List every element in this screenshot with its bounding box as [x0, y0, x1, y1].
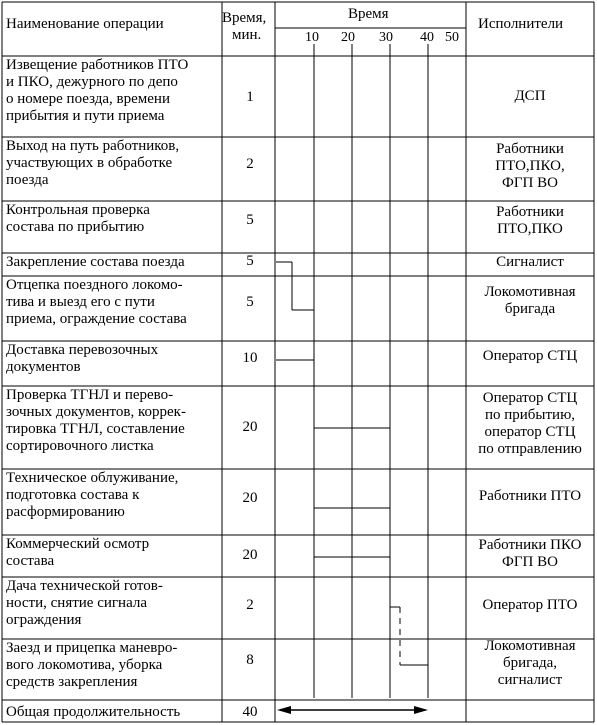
- executor-line: бригада,: [502, 655, 557, 671]
- executor-line: Работники: [496, 204, 564, 220]
- executor-line: ДСП: [514, 88, 546, 104]
- arrow-head-left: [277, 706, 291, 714]
- operation-name-line: Дача технической готов-: [6, 578, 163, 594]
- operation-name-line: состава: [6, 553, 55, 569]
- operation-name-line: Коммерческий осмотр: [6, 536, 150, 552]
- operation-name-line: Заезд и прицепка маневро-: [6, 640, 178, 656]
- operation-name-line: расформированию: [6, 504, 125, 520]
- operation-name-line: ности, снятие сигнала: [6, 595, 148, 611]
- operation-name-line: Контрольная проверка: [6, 202, 150, 218]
- executor-line: ПТО,ПКО,: [495, 158, 565, 174]
- operation-time: 5: [246, 253, 254, 269]
- operation-name-line: сортировочного листка: [6, 438, 154, 454]
- executor-line: Оператор СТЦ: [482, 348, 578, 364]
- operation-time: 10: [242, 350, 258, 366]
- operation-name-line: приема, ограждение состава: [6, 311, 187, 327]
- executor-line: Оператор СТЦ: [482, 390, 578, 406]
- operation-name-line: Доставка перевозочных: [6, 342, 159, 358]
- executor-line: бригада: [504, 301, 556, 317]
- operation-name-line: тировка ТГНЛ, составление: [6, 421, 185, 437]
- operation-name-line: средств закрепления: [6, 674, 138, 690]
- operation-name-line: ограждения: [6, 612, 82, 628]
- operation-time: 20: [242, 490, 258, 506]
- tick-label: 50: [445, 30, 459, 45]
- operation-name-line: зочных документов, коррек-: [6, 404, 186, 420]
- operation-name-line: тива и выезд его с пути: [6, 294, 155, 310]
- operation-name-line: подготовка состава к: [6, 487, 140, 503]
- operation-name-line: Извещение работников ПТО: [6, 57, 189, 73]
- tick-label: 30: [379, 30, 393, 45]
- operation-name-line: о номере поезда, времени: [6, 91, 170, 107]
- operation-name-line: и ПКО, дежурного по депо: [6, 74, 178, 90]
- executor-line: оператор СТЦ: [484, 424, 576, 440]
- operation-name-line: участвующих в обработке: [6, 155, 173, 171]
- executor-line: Сигналист: [496, 254, 564, 270]
- operation-time: 5: [246, 294, 254, 310]
- tick-label: 20: [341, 30, 355, 45]
- operation-time: 20: [242, 547, 258, 563]
- executor-line: Работники ПТО: [478, 488, 582, 504]
- operation-name-line: Отцепка поездного локомо-: [6, 277, 183, 293]
- operation-name-line: состава по прибытию: [6, 219, 145, 235]
- header-executors: Исполнители: [478, 16, 564, 32]
- operation-time: 2: [246, 597, 254, 613]
- operation-time: 5: [246, 212, 254, 228]
- operation-name-line: вого локомотива, уборка: [6, 657, 163, 673]
- tick-label: 10: [305, 30, 319, 45]
- header-time-line1: Время,: [222, 10, 267, 26]
- executor-line: Работники: [496, 141, 564, 157]
- executor-line: Локомотивная: [484, 284, 576, 300]
- operation-name-line: поезда: [6, 172, 49, 188]
- executor-line: сигналист: [497, 672, 563, 688]
- operation-time: 1: [246, 89, 254, 105]
- arrow-head-right: [414, 706, 428, 714]
- operation-name-line: Выход на путь работников,: [6, 138, 180, 154]
- header-operation: Наименование операции: [6, 16, 164, 32]
- total-label: Общая продолжительность: [6, 704, 181, 720]
- operation-time: 20: [242, 419, 258, 435]
- executor-line: по прибытию,: [484, 407, 576, 423]
- operation-name-line: документов: [6, 359, 81, 375]
- operation-name-line: Проверка ТГНЛ и перево-: [6, 387, 174, 403]
- operation-time: 2: [246, 156, 254, 172]
- executor-line: ФГП ВО: [502, 175, 558, 191]
- executor-line: Оператор ПТО: [482, 597, 578, 613]
- total-time: 40: [242, 704, 258, 720]
- operation-name-line: прибытия и пути приема: [6, 108, 165, 124]
- header-chart-title: Время: [348, 6, 389, 22]
- executor-line: Работники ПКО: [478, 537, 582, 553]
- operation-name-line: Закрепление состава поезда: [6, 254, 185, 270]
- tick-label: 40: [420, 30, 434, 45]
- operation-name-line: Техническое облуживание,: [6, 470, 179, 486]
- executor-line: Локомотивная: [484, 638, 576, 654]
- executor-line: по отправлению: [478, 441, 582, 457]
- header-time-line2: мин.: [232, 27, 262, 43]
- operation-time: 8: [246, 652, 254, 668]
- executor-line: ПТО,ПКО: [497, 221, 563, 237]
- executor-line: ФГП ВО: [502, 554, 558, 570]
